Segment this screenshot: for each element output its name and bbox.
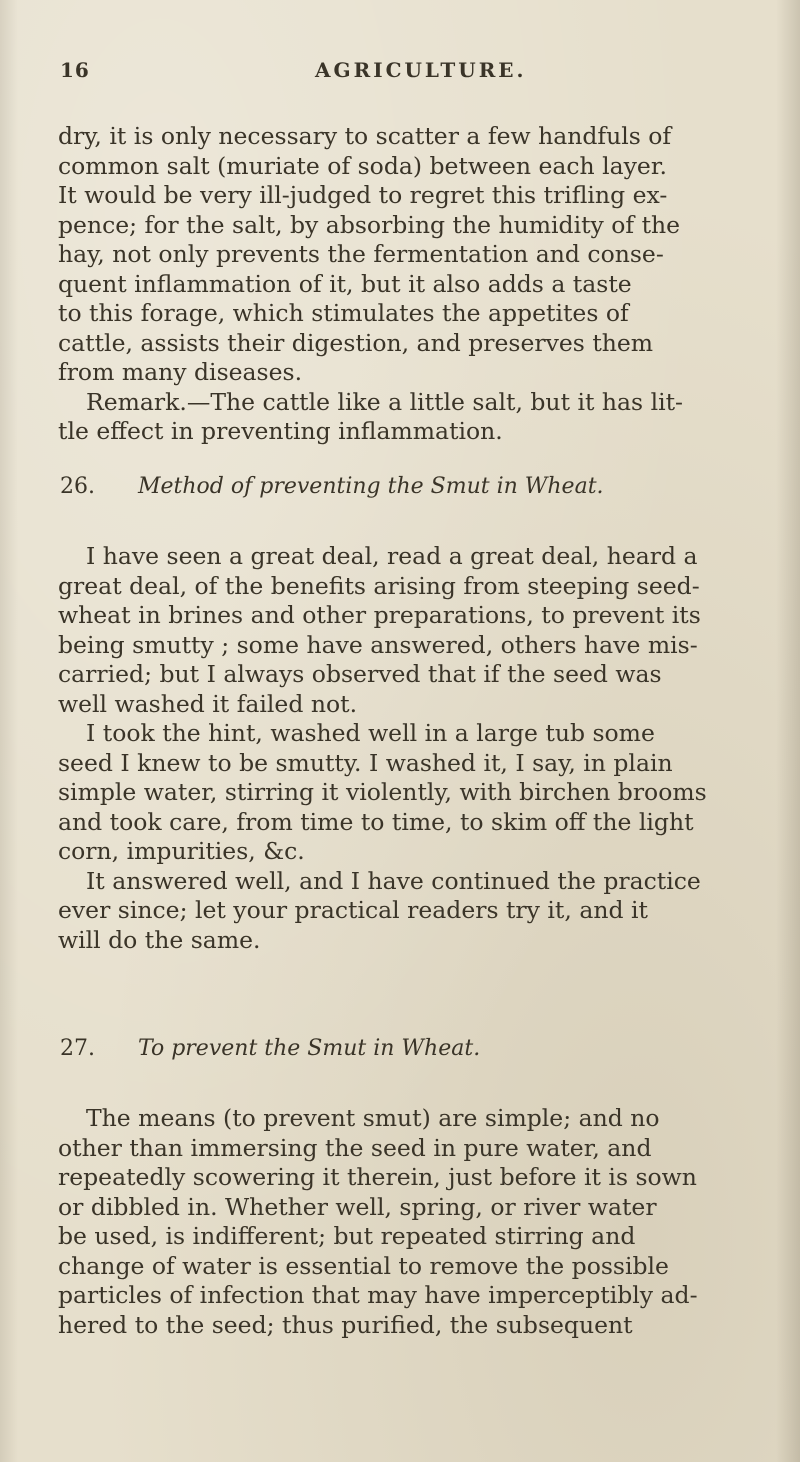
- text-line: carried; but I always observed that if the seed was: [58, 660, 662, 688]
- text-line: great deal, of the benefits arising from steeping seed-: [58, 571, 700, 600]
- section-number: 27.: [60, 1036, 95, 1061]
- text-line: other than immersing the seed in pure water, and: [58, 1133, 652, 1162]
- text-line: cattle, assists their digestion, and preserves them: [58, 328, 654, 357]
- paragraph-section-26: [58, 542, 770, 955]
- text-line: dry, it is only necessary to scatter a few handfuls of: [58, 122, 672, 150]
- text-line: change of water is essential to remove the possible: [58, 1251, 669, 1280]
- section-title: To prevent the Smut in Wheat.: [138, 1036, 481, 1061]
- remark-line: Remark.—The cattle like a little salt, but it has lit-: [86, 387, 684, 416]
- text-line: be used, is indifferent; but repeated stirring and: [58, 1222, 636, 1250]
- section-heading-26: [60, 474, 604, 499]
- text-line: quent inflammation of it, but it also adds a taste: [58, 269, 632, 298]
- section-title: Method of preventing the Smut in Wheat.: [138, 474, 604, 499]
- text-line: simple water, stirring it violently, with birchen brooms: [58, 778, 707, 806]
- paragraph-salt: [58, 122, 770, 447]
- text-line: corn, impurities, &c.: [58, 837, 305, 865]
- text-line: and took care, from time to time, to skim off the light: [58, 807, 694, 836]
- page-left-shadow: [0, 0, 18, 1462]
- text-line: I have seen a great deal, read a great deal, heard a: [86, 542, 698, 570]
- text-line: It would be very ill-judged to regret this trifling ex-: [58, 181, 668, 209]
- paragraph-section-27: [58, 1104, 770, 1340]
- running-head: [60, 58, 760, 88]
- text-line: tle effect in preventing inflammation.: [58, 417, 503, 445]
- text-line: common salt (muriate of soda) between each layer.: [58, 151, 667, 180]
- text-line: seed I knew to be smutty. I washed it, I say, in plain: [58, 748, 673, 777]
- running-title: AGRICULTURE.: [315, 58, 527, 82]
- text-line: ever since; let your practical readers try it, and it: [58, 896, 648, 924]
- text-line: The means (to prevent smut) are simple; and no: [86, 1104, 660, 1132]
- section-heading-27: [60, 1036, 480, 1061]
- text-line: repeatedly scowering it therein, just before it is sown: [58, 1163, 697, 1191]
- text-line: being smutty ; some have answered, others have mis-: [58, 630, 698, 659]
- text-line: pence; for the salt, by absorbing the humidity of the: [58, 210, 681, 239]
- text-line: I took the hint, washed well in a large tub some: [86, 719, 655, 747]
- page-number: 16: [60, 58, 90, 82]
- text-line: well washed it failed not.: [58, 689, 358, 718]
- text-line: particles of infection that may have imperceptibly ad-: [58, 1281, 698, 1309]
- text-line: or dibbled in. Whether well, spring, or river water: [58, 1192, 657, 1221]
- text-line: hered to the seed; thus purified, the subsequent: [58, 1310, 633, 1339]
- section-number: 26.: [60, 474, 95, 499]
- text-line: will do the same.: [58, 925, 261, 954]
- text-line: It answered well, and I have continued the practice: [86, 866, 701, 895]
- text-line: hay, not only prevents the fermentation and conse-: [58, 240, 664, 268]
- text-line: to this forage, which stimulates the appetites of: [58, 299, 629, 327]
- text-line: from many diseases.: [58, 358, 303, 386]
- page-right-shadow: [776, 0, 800, 1462]
- text-line: wheat in brines and other preparations, to prevent its: [58, 601, 701, 629]
